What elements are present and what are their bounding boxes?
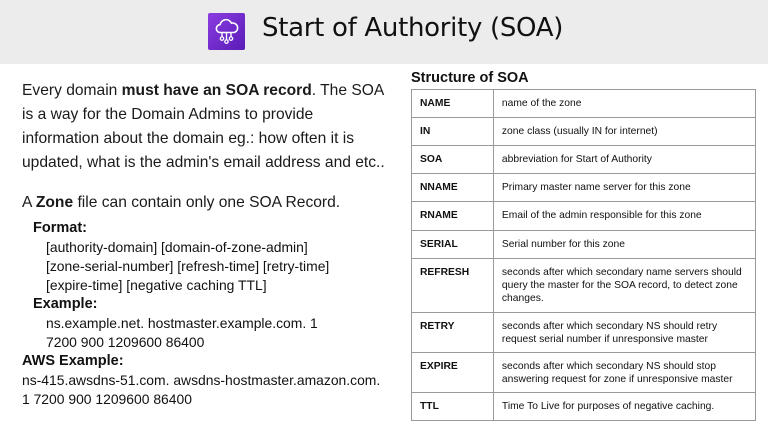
header-bar bbox=[0, 0, 768, 64]
table-row bbox=[412, 174, 756, 202]
table-row bbox=[412, 90, 756, 118]
field-description: Time To Live for purposes of negative caching. bbox=[493, 393, 755, 421]
field-description: abbreviation for Start of Authority bbox=[493, 146, 755, 174]
intro-text-start: Every domain bbox=[22, 82, 122, 99]
table-row bbox=[412, 146, 756, 174]
intro-text-end: . The SOA is a way for the Domain Admins to provide information about the domain eg.: how often it is updated, what is the admin's email address and etc.. bbox=[22, 82, 385, 171]
field-description: zone class (usually IN for internet) bbox=[493, 118, 755, 146]
example-heading: Example: bbox=[33, 296, 98, 312]
intro-paragraph bbox=[22, 79, 394, 175]
field-description: Serial number for this zone bbox=[493, 231, 755, 259]
field-name: SOA bbox=[412, 146, 494, 174]
format-line: [authority-domain] [domain-of-zone-admin] bbox=[46, 239, 308, 255]
field-description: seconds after which secondary name servers should query the master for the SOA record, to detect zone changes. bbox=[493, 259, 755, 313]
cloud-network-icon bbox=[208, 13, 245, 50]
table-row bbox=[412, 353, 756, 393]
field-description: seconds after which secondary NS should stop answering request for zone if unresponsive master bbox=[493, 353, 755, 393]
example-line: ns.example.net. hostmaster.example.com. 1 bbox=[46, 315, 318, 331]
field-name: RNAME bbox=[412, 202, 494, 231]
field-name: EXPIRE bbox=[412, 353, 494, 393]
soa-structure-table bbox=[411, 89, 756, 421]
table-row bbox=[412, 231, 756, 259]
field-name: TTL bbox=[412, 393, 494, 421]
table-row bbox=[412, 259, 756, 313]
format-line: [zone-serial-number] [refresh-time] [retry-time] bbox=[46, 258, 330, 274]
field-name: NNAME bbox=[412, 174, 494, 202]
field-name: REFRESH bbox=[412, 259, 494, 313]
intro-emphasis: must have an SOA record bbox=[121, 82, 312, 99]
field-description: seconds after which secondary NS should retry request serial number if unresponsive master bbox=[493, 313, 755, 353]
structure-title: Structure of SOA bbox=[411, 70, 529, 86]
aws-example-heading: AWS Example: bbox=[22, 353, 124, 369]
zone-text-start: A bbox=[22, 194, 36, 211]
table-row bbox=[412, 202, 756, 231]
table-row bbox=[412, 313, 756, 353]
field-description: name of the zone bbox=[493, 90, 755, 118]
field-description: Primary master name server for this zone bbox=[493, 174, 755, 202]
page-title: Start of Authority (SOA) bbox=[262, 13, 564, 43]
aws-example-line: ns-415.awsdns-51.com. awsdns-hostmaster.amazon.com. bbox=[22, 372, 381, 388]
table-row bbox=[412, 393, 756, 421]
format-line: [expire-time] [negative caching TTL] bbox=[46, 277, 267, 293]
field-name: SERIAL bbox=[412, 231, 494, 259]
format-heading: Format: bbox=[33, 220, 87, 236]
zone-text-end: file can contain only one SOA Record. bbox=[73, 194, 341, 211]
field-name: IN bbox=[412, 118, 494, 146]
table-row bbox=[412, 118, 756, 146]
example-line: 7200 900 1209600 86400 bbox=[46, 334, 205, 350]
field-name: RETRY bbox=[412, 313, 494, 353]
zone-emphasis: Zone bbox=[35, 194, 74, 211]
format-section bbox=[22, 219, 402, 409]
aws-example-line: 1 7200 900 1209600 86400 bbox=[22, 391, 192, 407]
field-description: Email of the admin responsible for this zone bbox=[493, 202, 755, 231]
intro-section bbox=[22, 79, 394, 215]
field-name: NAME bbox=[412, 90, 494, 118]
zone-paragraph bbox=[22, 191, 394, 215]
